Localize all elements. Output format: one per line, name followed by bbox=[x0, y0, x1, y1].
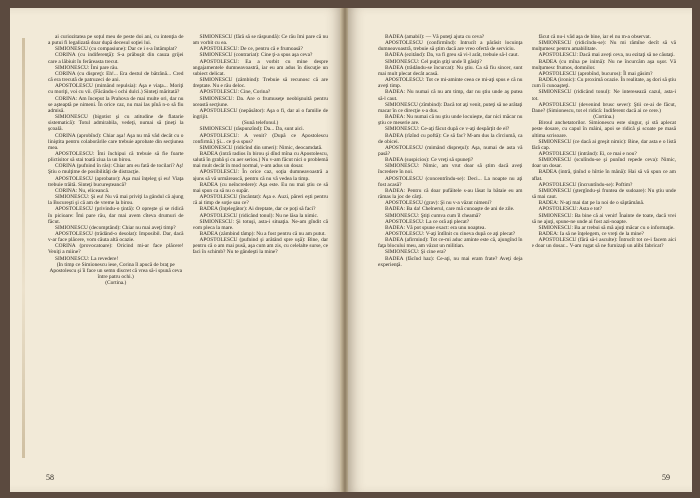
dialogue-paragraph: APOSTOLESCU (mimând dispreţul): Aşa, numai de asta vă pasă? bbox=[378, 144, 523, 157]
left-page bbox=[10, 8, 342, 492]
dialogue-paragraph: BADEA (trădându-se încurcat): Nu ştiu. Ca să fiu sincer, sunt mai mult plecat decât acasă. bbox=[378, 64, 523, 77]
dialogue-paragraph: CORINA (cu indiferenţă): S-a prăbuşit din cauza grijei care a lăbiuit în ferăreasta trecut. bbox=[48, 52, 184, 65]
dialogue-paragraph: APOSTOLESCU: În orice caz, soţia dumneavoastră a ajuns să vă urmărească, pentru că nu vă vedea la timp. bbox=[192, 169, 328, 182]
dialogue-paragraph: SIMIONESCU (cu compasiune): Dar ce i s-a întâmplat? bbox=[55, 46, 177, 53]
dialogue-paragraph: APOSTOLESCU: Tot ce mi-aminte ceea ce mi-aţi spus e că nu aveţi timp. bbox=[378, 77, 523, 90]
dialogue-paragraph: BADEA: Ba da! Chelnerul, care mă cunoaşte de ani de zile. bbox=[385, 206, 515, 213]
dialogue-paragraph: SIMIONESCU (ştergîndu-şi fruntea de sudoare): Nu ştiu unde să mai caut. bbox=[531, 187, 676, 201]
dialogue-paragraph: APOSTOLESCU (trădând-o desolat): Imposibil. Dar, dacă v-ar face plăcere, vom căuta altă ocazie. bbox=[48, 231, 184, 244]
dialogue-paragraph: BADEA (rîzînd cu poftă): Ce să fac? M-am dus la cîrciumă, ca de obicei. bbox=[378, 132, 523, 145]
dialogue-paragraph: BADEA (cu mîna pe inimă): Nu ne încurcăm aşa uşor. Vă mulţumesc frumos, domnilor. bbox=[531, 58, 676, 71]
dialogue-paragraph: BADEA: Vă pot spune exact: era unu noaptea. bbox=[385, 224, 486, 231]
dialogue-paragraph: CORINA: Am început la Prahova de mai multe ori, dar nu se aşteaptă pe nimeni. În orice caz, nu mai las pînă n-o să fiu admisă. bbox=[48, 95, 184, 114]
right-page bbox=[348, 8, 692, 492]
dialogue-paragraph: BADEA (ironic): Cu proximă ocazie. În realitate, aş dori să ştiu cum îi cunoaşteţi. bbox=[531, 77, 676, 90]
dialogue-paragraph: CORINA (cu dispreţ): Eh!... Era destul de bătrână... Cred că era trecută de patruzeci de ani. bbox=[48, 70, 184, 84]
dialogue-paragraph: APOSTOLESCU (devenind brusc sever): Ştii ce-ai de făcut, Dane? (Simionescu, tot el ridică: Indiferent dacă ai ce cere.) bbox=[531, 101, 676, 114]
dialogue-paragraph: (Cortina.) bbox=[105, 280, 127, 287]
left-page-column-2 bbox=[193, 34, 329, 464]
dialogue-paragraph: APOSTOLESCU (intrând): Ei, ce mai e nou? bbox=[538, 150, 637, 157]
dialogue-paragraph: SIMIONESCU (zâmbind): Trebuie să recunosc că are dreptate. Nu e rău deloc. bbox=[192, 77, 328, 90]
dialogue-paragraph: SIMIONESCU: Şi cine era? bbox=[385, 249, 446, 256]
page-number-right: 59 bbox=[662, 473, 670, 482]
dialogue-paragraph: CORINA (pufnind în râs): Chiar am eu fată de tocilari? Aş! Ştiu o mulţime de posibilităţi de distracţie. bbox=[48, 163, 184, 176]
dialogue-paragraph: BADEA (suspicios): Ce vreţi să spuneţi? bbox=[385, 157, 474, 164]
dialogue-paragraph: Biroul anchetatorilor. Simionescu este singur, şi stă aplecat peste dosare, cu capul în mâini, apoi se ridică şi scoate pe masă ultima scrisoare. bbox=[531, 120, 676, 139]
page-number-left: 58 bbox=[46, 473, 54, 482]
dialogue-paragraph: făcut că nu-i văd aşa de bine, iar el nu m-a observat. bbox=[538, 34, 651, 40]
dialogue-paragraph: BADEA (înţelegător): Ai dreptate, dar ce poţi să faci? bbox=[199, 206, 316, 213]
dialogue-paragraph: SIMIONESCU: Ba ar trebui să mă ajuţi măcar cu o informaţie. bbox=[538, 224, 675, 231]
dialogue-paragraph: SIMIONESCU (zîmbind): Dacă tot aţi venit, puteţi să ne arătaţi macar în ce direcţie s-a dus. bbox=[378, 101, 523, 114]
dialogue-paragraph: SIMIONESCU (ridicînd din umeri): Nimic, deocamdată. bbox=[199, 144, 323, 151]
dialogue-paragraph: SIMIONESCU (bigotist şi cu atitudine de flatarie sistematică): Totul admirabila, vedeţi, numai să ţineţi la şcoală. bbox=[48, 114, 184, 133]
dialogue-paragraph: SIMIONESCU (contrariat): Cine ţi-a spus aşa ceva? bbox=[199, 52, 313, 59]
dialogue-paragraph: SIMIONESCU: Nimic, am vrut doar să ştim dacă aveţi încredere în noi. bbox=[378, 163, 523, 176]
dialogue-paragraph: APOSTOLESCU: Cine, Corina? bbox=[199, 89, 271, 96]
dialogue-paragraph: APOSTOLESCU (aprobator): Aşa mai înţeleg şi eu! Viaţa trebuie trăită. Sinteţi bucureşteancă? bbox=[48, 175, 184, 188]
dialogue-paragraph: APOSTOLESCU (ridicând tonul): Nu ne lăsa la nimic. bbox=[199, 212, 319, 219]
dialogue-paragraph: APOSTOLESCU (aprobînd, bucuros): Îl mai găsim? bbox=[538, 70, 653, 77]
dialogue-paragraph: APOSTOLESCU (încruntîndu-se): Poftim? bbox=[538, 181, 633, 188]
dialogue-paragraph: SIMIONESCU: Da. Are o frumuseţe neobişnuită pentru această secţiune. bbox=[192, 95, 328, 108]
dialogue-paragraph: APOSTOLESCU: Îmi închipui că trebuie să fie foarte plictisitor să stai toată ziua la un birou. bbox=[48, 150, 184, 164]
dialogue-paragraph: BADEA (afirmind): Tot ce-mi aduc aminte este că, ajungînd în faţa blocului meu, am văzut un militian. bbox=[378, 237, 523, 250]
dialogue-paragraph: CORINA (aprobînd): Chiar aşa! Aşa nu mă văd decât cu o liniştita pentru colaborările care trebuie aprobate din secţiunea mea. bbox=[48, 132, 184, 151]
dialogue-paragraph: (In timp ce Simionescu iese, Corina îl apucă de braţ pe Apostolescu şi îi face un semn discret că vrea să-i spună ceva între patru ochi.) bbox=[49, 261, 182, 281]
dialogue-paragraph: SIMIONESCU: Cel puţin ştiţi unde îl găsiţi? bbox=[385, 58, 482, 65]
dialogue-paragraph: APOSTOLESCU (privindu-o ţintă): O opreşte şi se ridică în picioare: Îmi pare rău, dar mai avem cîteva drumuri de făcut. bbox=[48, 206, 184, 225]
dialogue-paragraph: SIMIONESCU (răspunzînd): Da... Da, sunt aici. bbox=[199, 126, 305, 133]
dialogue-paragraph: SIMIONESCU: Şi totuşi, asta-i situaţia. Ne-am gîndit că vom pleca la mare. bbox=[192, 218, 328, 231]
dialogue-paragraph: SIMIONESCU (fără să se răspundă): Ce rău îmi pare că nu am vorbit cu ea. bbox=[192, 34, 328, 47]
dialogue-paragraph: APOSTOLESCU: Dacă mai aveţi ceva, nu ezitaţi să ne căutaţi. bbox=[538, 52, 675, 59]
dialogue-paragraph: APOSTOLESCU (mimând repulsia): Aşa e viaţa... Moriţi cu moriţi, voi cu vii. (Făcându-i ochi dulci.) Sinteţi măritată? bbox=[48, 83, 184, 96]
dialogue-paragraph: ai curiozitatea pe soţul meu de peste doi ani, cu intenţia de a putui fi legalizată doar după decesul soţiei lui. bbox=[48, 34, 184, 47]
dialogue-paragraph: BADEA: N-aţi mai dat pe la noi de o săptămână. bbox=[538, 200, 645, 207]
dialogue-paragraph: APOSTOLESCU (fără să-l asculte): Întrucît tot ce-i facem aici e doar un dosar... V-am rugat să ne furnizaţi un alibi fabricat? bbox=[531, 237, 676, 250]
dialogue-paragraph: APOSTOLESCU: A venit? (După ce Apostolescu confirmă.) Şi... ce ţi-a spus? bbox=[192, 132, 328, 145]
dialogue-paragraph: CORINA (provocatoare): Oricind mi-ar face plăcere! Veniţi a miine? bbox=[48, 243, 184, 256]
dialogue-paragraph: SIMIONESCU: Ba bine că ai venit! Înainte de toate, dacă vrei să ne ajuţi, spune-ne unde ai fost azi-noapte. bbox=[531, 212, 676, 225]
dialogue-paragraph: APOSTOLESCU: Ea a vorbit cu mine despre angajamentele dumneavoastră, iar eu am adus în discuţie un subiect delicat. bbox=[192, 58, 328, 77]
dialogue-paragraph: SIMIONESCU (ce dacă ai greşit nimic): Bine, dar asta e o listă fără cap. bbox=[531, 138, 676, 151]
left-page-column-1 bbox=[48, 34, 184, 464]
dialogue-paragraph: BADEA: Pentru că doar pufăitele s-au lăsat la bătaie eu am rămas la joc de cărţi. bbox=[378, 187, 523, 201]
dialogue-paragraph: APOSTOLESCU (nepăsător): Aşa o fi, dar ai o familie de îngrijit. bbox=[192, 107, 328, 121]
dialogue-paragraph: BADEA: Ia să ne înţelegem, ce vreţi de la mine? bbox=[538, 231, 644, 237]
dialogue-paragraph: APOSTOLESCU: De ce, pentru că e frumoasă? bbox=[199, 46, 303, 53]
dialogue-paragraph: BADEA (făcînd haz): Ce-aţi, nu mai eram frate? Aveţi deja experienţă. bbox=[378, 255, 523, 268]
page-edge-decoration bbox=[22, 38, 25, 458]
right-page-column-2 bbox=[532, 34, 677, 464]
dialogue-paragraph: SIMIONESCU: Îmi pare rău. bbox=[55, 64, 119, 71]
dialogue-paragraph: BADEA (intră radios în birou şi dînd mîna cu Apostolescu, salută în grabă şi cu aer serios.) Nu v-am făcut nici o problemă mai mult decât în mod normal, v-am adus un dosar. bbox=[192, 150, 328, 170]
dialogue-paragraph: BADEA (zâmbind tâmp): Nu a fost pentru că nu am putut. bbox=[199, 231, 326, 237]
dialogue-paragraph: APOSTOLESCU (confirmînd): Intrucît a părăsit locuinţa dumneavoastră, trebuie să ştim dacă are vreo ofertă de serviciu. bbox=[378, 40, 523, 53]
dialogue-paragraph: BADEA: Nu numai că nu ştiu unde locuieşte, dar nici măcar nu ştiu ce meserie are. bbox=[378, 114, 523, 127]
dialogue-paragraph: SIMIONESCU (sculîndu-se şi punînd repede ceva): Nimic, doar un dosar. bbox=[531, 157, 676, 170]
dialogue-paragraph: BADEA (intră, ţinînd o hîrtie în mână): Hai să vă spun ce am aflat. bbox=[531, 169, 676, 182]
dialogue-paragraph: SIMIONESCU (ridicîndu-se): Nu mi rămîne decît să vă mulţumesc pentru amabilitate. bbox=[531, 40, 676, 53]
dialogue-paragraph: BADEA: Nu numai că nu am timp, dar nu ştiu unde aş putea să-l caut. bbox=[378, 89, 523, 102]
dialogue-paragraph: (Sună telefonul.) bbox=[242, 120, 279, 127]
dialogue-paragraph: APOSTOLESCU (grav): Şi nu v-a văzut nimeni? bbox=[385, 200, 492, 207]
dialogue-paragraph: CORINA: Nu, eliceancă. bbox=[55, 187, 110, 194]
dialogue-paragraph: BADEA (amabil): — Vă puteţi ajuta cu ceva? bbox=[385, 34, 485, 40]
dialogue-paragraph: SIMIONESCU: Ce-aţi făcut după ce v-aţi despărţit de el? bbox=[385, 126, 510, 133]
dialogue-paragraph: SIMIONESCU: Ştiţi cumva cum îl cheamă? bbox=[385, 212, 481, 219]
dialogue-paragraph: (Cortina.) bbox=[593, 114, 615, 121]
dialogue-paragraph: APOSTOLESCU: La ce oră aţi plecat? bbox=[385, 218, 470, 225]
dialogue-paragraph: SIMIONESCU (ridicând tonul): Ne interesează cazul, asta-i tot. bbox=[531, 89, 676, 102]
dialogue-paragraph: BADEA (ezitând): Da, va fi greu să vi-l arăt, trebuie să-l caut. bbox=[385, 52, 519, 59]
dialogue-paragraph: APOSTOLESCU: V-aţi întîlnit cu cineva după ce aţi plecat? bbox=[385, 231, 516, 237]
dialogue-paragraph: APOSTOLESCU (concentrîndu-se): Deci... La noapte nu aţi fost acasă? bbox=[378, 175, 523, 188]
dialogue-paragraph: APOSTOLESCU (încântat): Aşa e. Auzi, păreri eşti pentru că ai timp de soţie sau ce? bbox=[192, 194, 328, 207]
dialogue-paragraph: SIMIONESCU (decomptând): Chiar nu mai aveţi timp? bbox=[55, 224, 176, 231]
dialogue-paragraph: BADEA (cu neîncredere): Aşa este. Eu nu mai ştiu ce să mai spun ca să nu o supăr. bbox=[192, 181, 328, 194]
dialogue-paragraph: APOSTOLESCU: Asta e tot? bbox=[538, 206, 603, 213]
dialogue-paragraph: APOSTOLESCU (pufnind şi arătând spre uşă): Bine, dar pentru că o am mai pusă, aşa cum am zis, cu celelalte surse, ce faci în schimb? Nu te gândeşti la mine? bbox=[192, 237, 328, 256]
dialogue-paragraph: SIMIONESCU: La revedere! bbox=[55, 255, 119, 262]
dialogue-paragraph: SIMIONESCU: Şi eu! Nu vă mai priviţi la gândul că ajung la Bucureşti şi că am de vreme la birou. bbox=[48, 194, 184, 207]
right-page-column-1 bbox=[378, 34, 523, 464]
